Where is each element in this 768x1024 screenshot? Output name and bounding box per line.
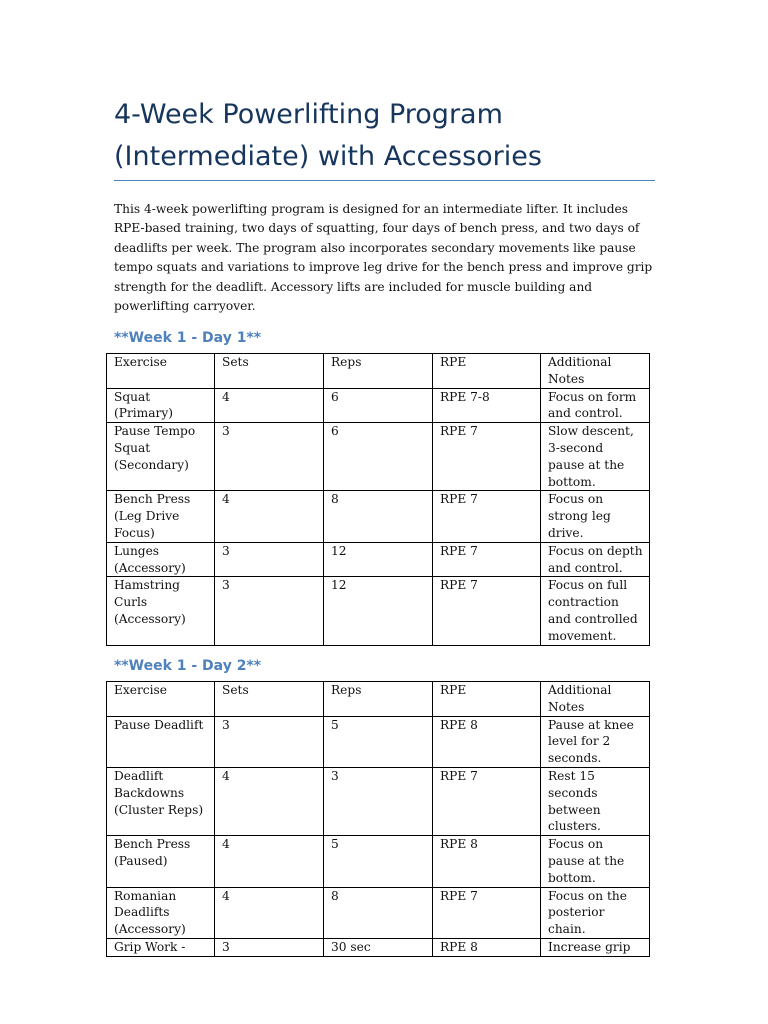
cell-sets: 4 — [215, 388, 324, 423]
table-row — [107, 887, 650, 938]
cell-reps: 6 — [324, 423, 433, 491]
header-reps: Reps — [324, 354, 433, 389]
cell-exercise: Bench Press (Paused) — [107, 836, 215, 887]
cell-notes: Increase grip — [541, 938, 650, 956]
header-exercise: Exercise — [107, 682, 215, 717]
cell-reps: 8 — [324, 491, 433, 542]
cell-notes: Focus on strong leg drive. — [541, 491, 650, 542]
cell-exercise: Bench Press (Leg Drive Focus) — [107, 491, 215, 542]
cell-notes: Pause at knee level for 2 seconds. — [541, 716, 650, 767]
cell-reps: 12 — [324, 577, 433, 645]
cell-notes: Rest 15 seconds between clusters. — [541, 767, 650, 835]
cell-reps: 30 sec — [324, 938, 433, 956]
cell-notes: Focus on form and control. — [541, 388, 650, 423]
table-row — [107, 716, 650, 767]
table-row — [107, 491, 650, 542]
table-header-row — [107, 354, 650, 389]
cell-sets: 3 — [215, 423, 324, 491]
cell-reps: 6 — [324, 388, 433, 423]
header-rpe: RPE — [433, 682, 541, 717]
cell-notes: Focus on full contraction and controlled movement. — [541, 577, 650, 645]
table-row — [107, 388, 650, 423]
cell-notes: Focus on depth and control. — [541, 542, 650, 577]
table-row — [107, 577, 650, 645]
cell-reps: 12 — [324, 542, 433, 577]
header-sets: Sets — [215, 354, 324, 389]
cell-exercise: Romanian Deadlifts (Accessory) — [107, 887, 215, 938]
header-sets: Sets — [215, 682, 324, 717]
cell-rpe: RPE 7 — [433, 887, 541, 938]
cell-rpe: RPE 7-8 — [433, 388, 541, 423]
cell-exercise: Squat (Primary) — [107, 388, 215, 423]
cell-sets: 3 — [215, 542, 324, 577]
week1-day1-heading: **Week 1 - Day 1** — [114, 330, 262, 346]
table-row — [107, 938, 650, 956]
cell-notes: Focus on pause at the bottom. — [541, 836, 650, 887]
cell-exercise: Deadlift Backdowns (Cluster Reps) — [107, 767, 215, 835]
cell-rpe: RPE 7 — [433, 423, 541, 491]
cell-notes: Focus on the posterior chain. — [541, 887, 650, 938]
cell-notes: Slow descent, 3-second pause at the bottom. — [541, 423, 650, 491]
cell-exercise: Pause Tempo Squat (Secondary) — [107, 423, 215, 491]
cell-exercise: Lunges (Accessory) — [107, 542, 215, 577]
cell-sets: 3 — [215, 716, 324, 767]
cell-sets: 4 — [215, 836, 324, 887]
table-row — [107, 423, 650, 491]
cell-rpe: RPE 7 — [433, 491, 541, 542]
cell-rpe: RPE 7 — [433, 542, 541, 577]
cell-rpe: RPE 7 — [433, 767, 541, 835]
title-underline — [114, 180, 655, 181]
cell-exercise: Pause Deadlift — [107, 716, 215, 767]
cell-rpe: RPE 7 — [433, 577, 541, 645]
header-rpe: RPE — [433, 354, 541, 389]
cell-sets: 3 — [215, 577, 324, 645]
table-header-row — [107, 682, 650, 717]
table-row — [107, 542, 650, 577]
cell-reps: 8 — [324, 887, 433, 938]
week1-day1-table — [106, 353, 650, 646]
header-notes: Additional Notes — [541, 354, 650, 389]
document-title: 4-Week Powerlifting Program (Intermediate) with Accessories — [114, 99, 542, 172]
table-row — [107, 767, 650, 835]
cell-sets: 4 — [215, 767, 324, 835]
cell-rpe: RPE 8 — [433, 938, 541, 956]
header-exercise: Exercise — [107, 354, 215, 389]
header-notes: Additional Notes — [541, 682, 650, 717]
cell-sets: 4 — [215, 887, 324, 938]
cell-sets: 3 — [215, 938, 324, 956]
cell-rpe: RPE 8 — [433, 716, 541, 767]
cell-exercise: Hamstring Curls (Accessory) — [107, 577, 215, 645]
cell-reps: 5 — [324, 836, 433, 887]
cell-sets: 4 — [215, 491, 324, 542]
cell-exercise: Grip Work - — [107, 938, 215, 956]
intro-paragraph: This 4-week powerlifting program is designed for an intermediate lifter. It includes RPE-based training, two days of squatting, four days of bench press, and two days of deadlifts per week. The program also incorporates secondary movements like pause tempo squats and variations to improve leg drive for the bench press and improve grip strength for the deadlift. Accessory lifts are included for muscle building and powerlifting carryover. — [114, 202, 653, 314]
cell-reps: 5 — [324, 716, 433, 767]
week1-day2-table — [106, 681, 650, 957]
cell-rpe: RPE 8 — [433, 836, 541, 887]
table-row — [107, 836, 650, 887]
cell-reps: 3 — [324, 767, 433, 835]
week1-day2-heading: **Week 1 - Day 2** — [114, 658, 262, 674]
header-reps: Reps — [324, 682, 433, 717]
